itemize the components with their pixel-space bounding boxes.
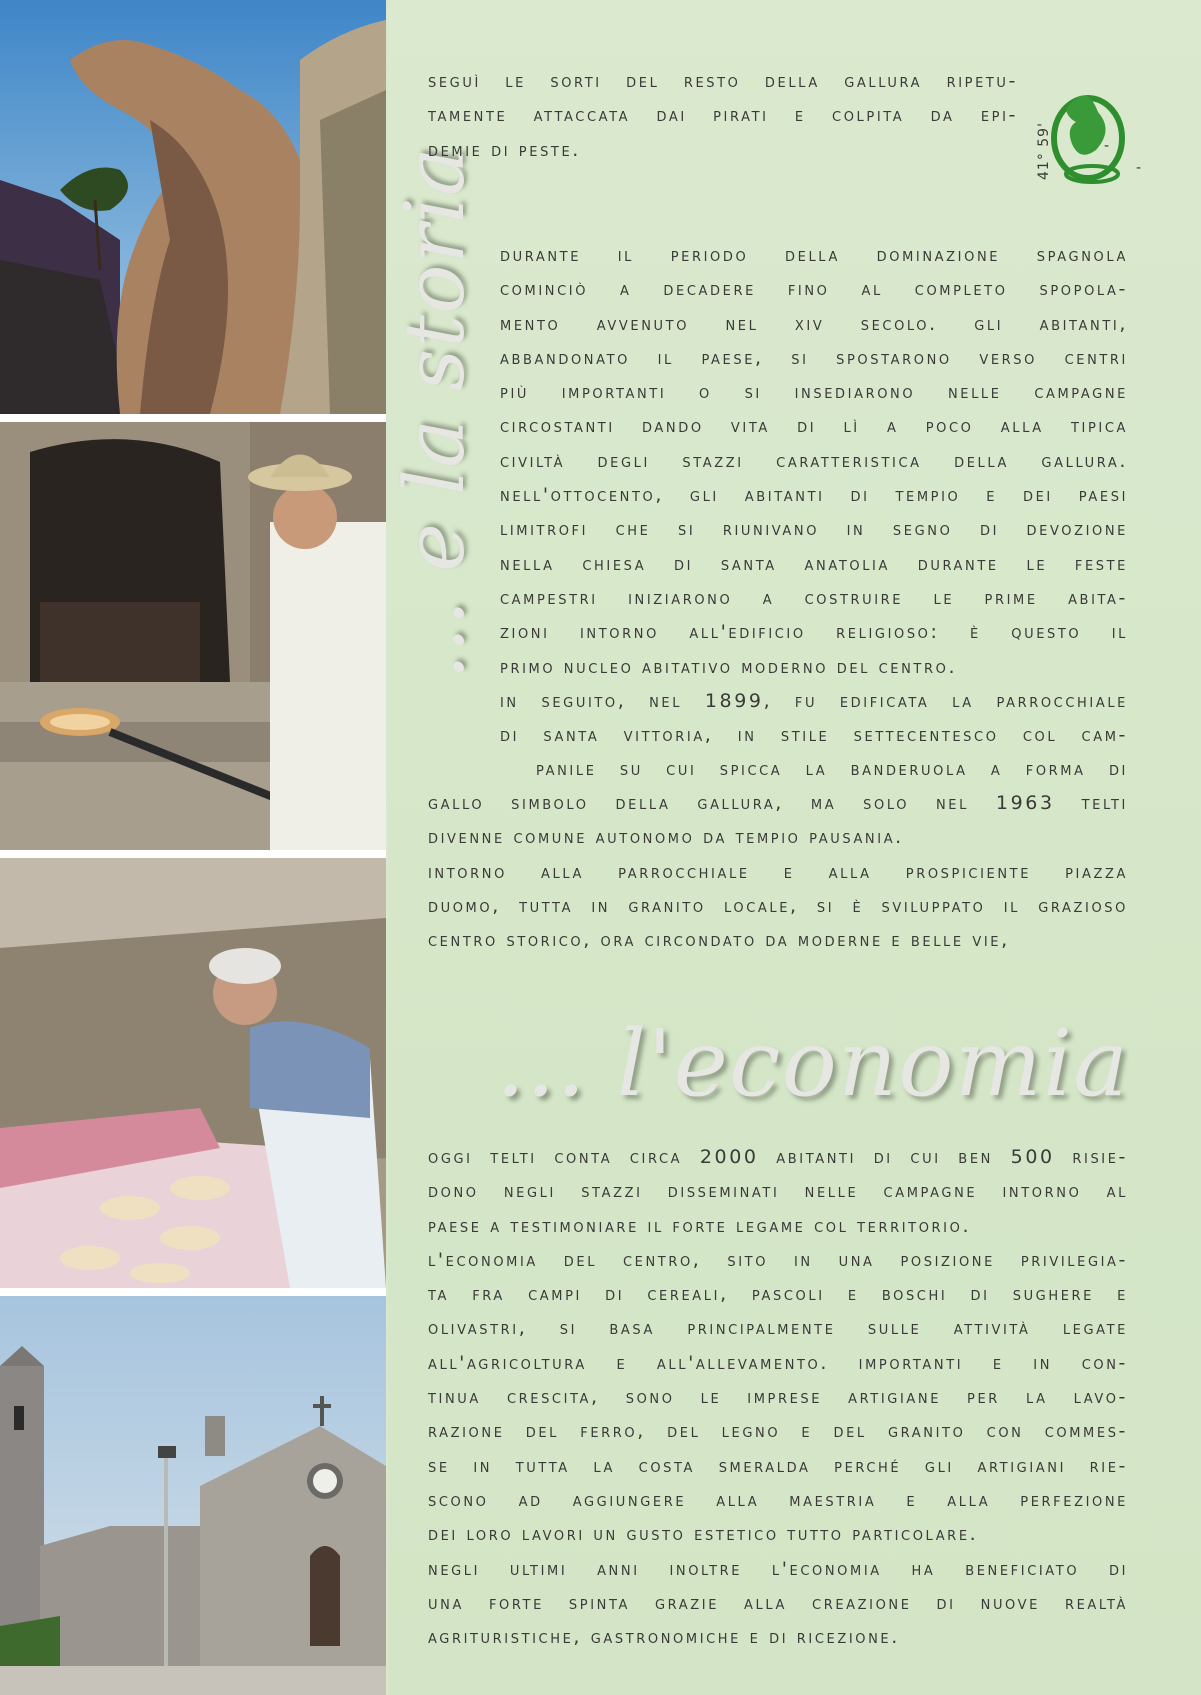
- text-line: razione del ferro, del legno e del granito con commes-: [428, 1420, 1128, 1443]
- text-line: negli ultimi anni inoltre l'economia ha beneficiato di: [428, 1557, 1128, 1580]
- history-title: ... e la storia: [388, 146, 483, 680]
- text-line: tinua crescita, sono le imprese artigiane per la lavo-: [428, 1386, 1128, 1409]
- text-line: l'economia del centro, sito in una posizione privilegia-: [428, 1248, 1128, 1271]
- text-line: oggi telti conta circa 2000 abitanti di cui ben 500 risie-: [428, 1146, 1128, 1168]
- text-line: se in tutta la costa smeralda perché gli artigiani rie-: [428, 1454, 1128, 1477]
- text-line: gallo simbolo della gallura, ma solo nel 1963 telti: [428, 792, 1128, 814]
- text-line: tamente attaccata dai pirati e colpita da epi-: [428, 104, 1018, 127]
- text-line: una forte spinta grazie alla creazione di nuove realtà: [428, 1591, 1128, 1614]
- text-line: centro storico, ora circondato da moderne e belle vie,: [428, 929, 1010, 952]
- text-line: abbandonato il paese, si spostarono verso centri: [500, 346, 1128, 369]
- text-line: nella chiesa di santa anatolia durante le feste: [500, 552, 1128, 575]
- economy-paragraph: [428, 1140, 1128, 1654]
- text-line: cominciò a decadere fino al completo spopola-: [500, 278, 1128, 301]
- text-line: civiltà degli stazzi caratteristica della gallura.: [500, 449, 1128, 472]
- text-line: nell'ottocento, gli abitanti di tempio e dei paesi: [500, 484, 1128, 507]
- text-line: primo nucleo abitativo moderno del centro.: [500, 655, 958, 678]
- text-line: limitrofi che si riunivano in segno di devozione: [500, 518, 1128, 541]
- text-line: demie di peste.: [428, 138, 581, 161]
- text-line: durante il periodo della dominazione spagnola: [500, 244, 1128, 266]
- economy-title: ... l'economia: [495, 1010, 1129, 1117]
- text-line: più importanti o si insediarono nelle campagne: [500, 381, 1128, 404]
- text-line: panile su cui spicca la banderuola a forma di: [536, 758, 1128, 781]
- text-line: in seguito, nel 1899, fu edificata la parrocchiale: [500, 689, 1128, 712]
- bread-oven-photo: [0, 422, 386, 850]
- text-line: circostanti dando vita di lì a poco alla tipica: [500, 415, 1128, 438]
- photo-strip: [0, 0, 386, 1695]
- text-line: ta fra campi di cereali, pascoli e boschi di sughere e: [428, 1283, 1128, 1306]
- text-line: di santa vittoria, in stile settecentesco col cam-: [500, 724, 1128, 747]
- text-line: zioni intorno all'edificio religioso: è questo il: [500, 621, 1128, 644]
- text-line: agrituristiche, gastronomiche e di ricezione.: [428, 1626, 900, 1649]
- text-line: duomo, tutta in granito locale, si è sviluppato il grazioso: [428, 894, 1128, 917]
- logo-coordinate: 41° 59': [1036, 122, 1052, 180]
- decorative-dash: -: [1136, 160, 1142, 176]
- text-line: campestri iniziarono a costruire le prime abita-: [500, 586, 1128, 609]
- church-photo: [0, 1296, 386, 1695]
- text-line: intorno alla parrocchiale e alla prospiciente piazza: [428, 860, 1128, 883]
- text-line: mento avvenuto nel xiv secolo. gli abitanti,: [500, 312, 1128, 335]
- intro-paragraph: [428, 64, 1018, 167]
- history-paragraph: [500, 238, 1128, 787]
- globe-leaf-logo-icon: [1036, 70, 1146, 190]
- text-line: seguì le sorti del resto della gallura ripetu-: [428, 70, 1018, 92]
- text-line: olivastri, si basa principalmente sulle attività legate: [428, 1317, 1128, 1340]
- history-continued-paragraph: [428, 786, 1128, 957]
- rock-formation-photo: [0, 0, 386, 414]
- woman-baking-photo: [0, 858, 386, 1288]
- decorative-dash: -: [1104, 138, 1110, 154]
- text-line: dono negli stazzi disseminati nelle campagne intorno al: [428, 1180, 1128, 1203]
- text-line: scono ad aggiungere alla maestria e alla perfezione: [428, 1488, 1128, 1511]
- text-line: all'agricoltura e all'allevamento. importanti e in con-: [428, 1351, 1128, 1374]
- text-line: divenne comune autonomo da tempio pausania.: [428, 826, 904, 849]
- text-line: paese a testimoniare il forte legame col territorio.: [428, 1214, 972, 1237]
- text-line: dei loro lavori un gusto estetico tutto particolare.: [428, 1523, 979, 1546]
